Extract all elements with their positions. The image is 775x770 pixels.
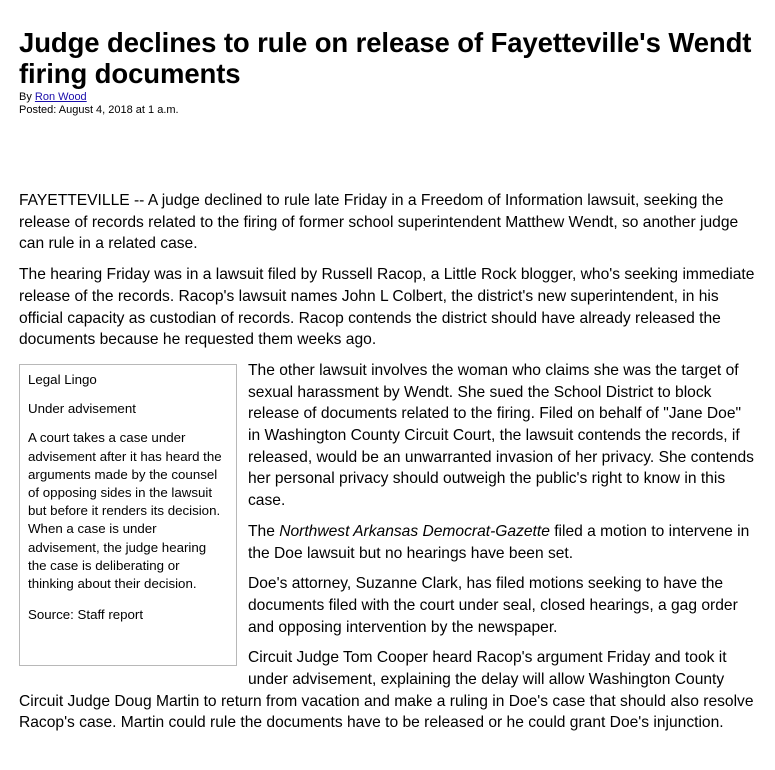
sidebar-term: Under advisement: [28, 401, 136, 417]
legal-lingo-sidebar: [19, 364, 237, 666]
sidebar-definition: A court takes a case under advisement after it has heard the arguments made by the counsel of opposing sides in the lawsuit but before it renders its decision. When a case is under advisement, the judge hearing the case is deliberating or thinking about their decision.: [28, 430, 222, 591]
paragraph-2: The hearing Friday was in a lawsuit filed by Russell Racop, a Little Rock blogger, who's seeking immediate release of the records. Racop's lawsuit names John L Colbert, the district's new superintendent, in his official capacity as custodian of records. Racop contends the district should have already released the documents because he requested them weeks ago.: [19, 266, 755, 349]
paragraph-1: FAYETTEVILLE -- A judge declined to rule late Friday in a Freedom of Information lawsuit, seeking the release of records related to the firing of former school superintendent Matthew Wendt, so another judge can rule in a related case.: [19, 192, 739, 253]
paragraph-3: The other lawsuit involves the woman who claims she was the target of sexual harassment by Wendt. She sued the School District to block release of documents related to the firing. Filed on behalf of "Jane Doe" in Washington County Circuit Court, the lawsuit contends the records, if released, would be an unwarranted invasion of her privacy. She contends her personal privacy should outweigh the public's right to know in this case.: [248, 361, 754, 510]
paragraph-4-pre: The: [248, 522, 280, 540]
sidebar-title: Legal Lingo: [28, 371, 97, 387]
paragraph-4-post: filed a motion to intervene in the Doe lawsuit but no hearings have been set.: [248, 522, 750, 562]
headline: Judge declines to rule on release of Fayetteville's Wendt firing documents: [19, 27, 752, 89]
byline: [19, 91, 759, 104]
newspaper-name: Northwest Arkansas Democrat-Gazette: [279, 522, 550, 540]
paragraph-6: Circuit Judge Tom Cooper heard Racop's argument Friday and took it under advisement, explaining the delay will allow Washington County Circuit Judge Doug Martin to return from vacation and make a ruling in Doe's case that should also resolve Racop's case. Martin could rule the documents have to be released or he could grant Doe's injunction.: [19, 649, 754, 732]
sidebar-source: Source: Staff report: [28, 607, 144, 623]
author-link[interactable]: Ron Wood: [34, 91, 87, 103]
article-body: [19, 190, 755, 743]
byline-prefix: By: [19, 91, 35, 103]
posted-date: Posted: August 4, 2018 at 1 a.m.: [19, 104, 179, 116]
article-header: [19, 27, 759, 117]
paragraph-5: Doe's attorney, Suzanne Clark, has filed motions seeking to have the documents filed with the court under seal, closed hearings, a gag order and opposing intervention by the newspaper.: [248, 575, 738, 636]
